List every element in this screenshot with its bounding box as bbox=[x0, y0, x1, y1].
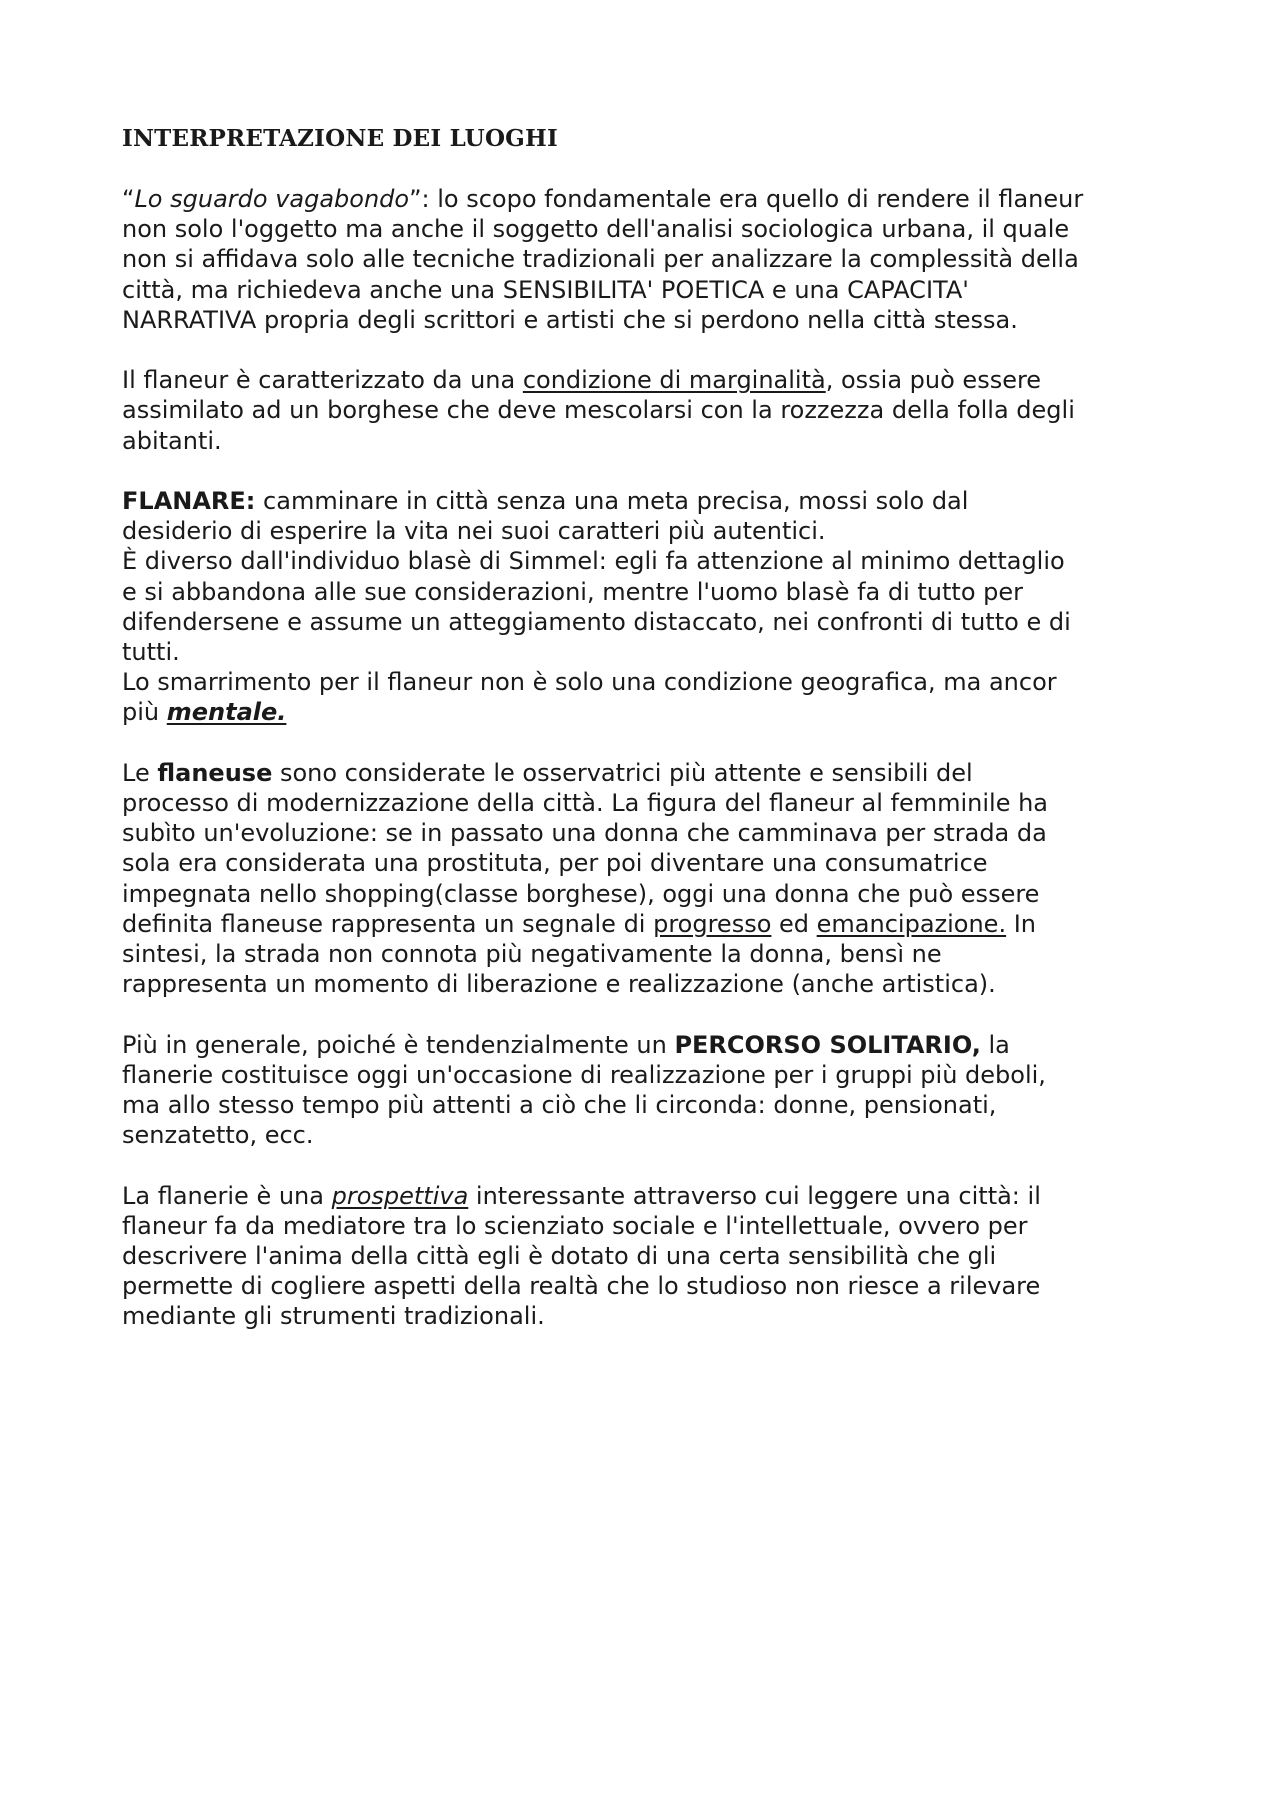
text-line: Lo smarrimento per il flaneur non è solo una condizione geografica, ma ancor bbox=[122, 668, 1057, 697]
text-line: Il flaneur è caratterizzato da una condizione di marginalità, ossia può essere bbox=[122, 366, 1042, 395]
text-line: tutti. bbox=[122, 638, 180, 667]
text-line: non solo l'oggetto ma anche il soggetto dell'analisi sociologica urbana, il quale bbox=[122, 215, 1070, 244]
document-body bbox=[122, 124, 1182, 1362]
text-line: subìto un'evoluzione: se in passato una donna che camminava per strada da bbox=[122, 819, 1047, 848]
bold-term: FLANARE: bbox=[122, 487, 256, 515]
text-line: flaneur fa da mediatore tra lo scienziato sociale e l'intellettuale, ovvero per bbox=[122, 1211, 1028, 1240]
text-line: rappresenta un momento di liberazione e realizzazione (anche artistica). bbox=[122, 970, 996, 999]
text-line: definita flaneuse rappresenta un segnale di progresso ed emancipazione. In bbox=[122, 909, 1036, 938]
underlined-term: prospettiva bbox=[331, 1181, 469, 1210]
text-line: È diverso dall'individuo blasè di Simmel: egli fa attenzione al minimo dettaglio bbox=[122, 547, 1065, 576]
paragraph-percorso-solitario bbox=[122, 1030, 1182, 1151]
text-line: Le flaneuse sono considerate le osservatrici più attente e sensibili del bbox=[122, 758, 973, 787]
text-line: descrivere l'anima della città egli è dotato di una certa sensibilità che gli bbox=[122, 1242, 997, 1271]
text-line: permette di cogliere aspetti della realtà che lo studioso non riesce a rilevare bbox=[122, 1272, 1041, 1301]
text-line: FLANARE: camminare in città senza una meta precisa, mossi solo dal bbox=[122, 487, 969, 515]
bold-term: flaneuse bbox=[157, 758, 273, 787]
text-line: NARRATIVA propria degli scrittori e artisti che si perdono nella città stessa. bbox=[122, 305, 1018, 334]
paragraph-prospettiva bbox=[122, 1181, 1182, 1332]
emphasized-term: mentale. bbox=[166, 698, 287, 727]
underlined-term: condizione di marginalità bbox=[522, 366, 826, 395]
text-line: abitanti. bbox=[122, 426, 222, 455]
text-line: impegnata nello shopping(classe borghese), oggi una donna che può essere bbox=[122, 879, 1040, 908]
text-line: ma allo stesso tempo più attenti a ciò che li circonda: donne, pensionati, bbox=[122, 1091, 997, 1120]
paragraph-marginalita bbox=[122, 365, 1182, 456]
paragraph-flaneuse bbox=[122, 758, 1182, 1000]
text-line: e si abbandona alle sue considerazioni, mentre l'uomo blasè fa di tutto per bbox=[122, 577, 1024, 606]
italic-quote: Lo sguardo vagabondo bbox=[134, 185, 410, 213]
text-line: non si affidava solo alle tecniche tradizionali per analizzare la complessità della bbox=[122, 245, 1079, 274]
underlined-term: progresso bbox=[653, 909, 772, 938]
underlined-term: emancipazione. bbox=[816, 909, 1007, 938]
text-line: città, ma richiedeva anche una SENSIBILITA' POETICA e una CAPACITA' bbox=[122, 275, 969, 304]
text-line: processo di modernizzazione della città. La figura del flaneur al femminile ha bbox=[122, 789, 1049, 818]
text-line: sola era considerata una prostituta, per poi diventare una consumatrice bbox=[122, 849, 988, 878]
text-line: difendersene e assume un atteggiamento distaccato, nei confronti di tutto e di bbox=[122, 607, 1071, 636]
text-line: “Lo sguardo vagabondo”: lo scopo fondamentale era quello di rendere il flaneur bbox=[122, 185, 1084, 213]
text-line: senzatetto, ecc. bbox=[122, 1121, 314, 1150]
paragraph-sguardo-vagabondo bbox=[122, 184, 1182, 335]
text-line: La flanerie è una prospettiva interessante attraverso cui leggere una città: il bbox=[122, 1181, 1041, 1210]
text-line: mediante gli strumenti tradizionali. bbox=[122, 1302, 545, 1331]
text-line: più mentale. bbox=[122, 698, 287, 727]
text-line: assimilato ad un borghese che deve mescolarsi con la rozzezza della folla degli bbox=[122, 396, 1075, 425]
text-line: desiderio di esperire la vita nei suoi caratteri più autentici. bbox=[122, 517, 826, 546]
paragraph-flanare bbox=[122, 486, 1182, 728]
text-line: Più in generale, poiché è tendenzialmente un PERCORSO SOLITARIO, la bbox=[122, 1030, 1010, 1059]
page-title: INTERPRETAZIONE DEI LUOGHI bbox=[122, 125, 558, 152]
bold-term: PERCORSO SOLITARIO, bbox=[674, 1030, 981, 1059]
text-line: flanerie costituisce oggi un'occasione di realizzazione per i gruppi più deboli, bbox=[122, 1060, 1046, 1089]
text-line: sintesi, la strada non connota più negativamente la donna, bensì ne bbox=[122, 940, 942, 969]
